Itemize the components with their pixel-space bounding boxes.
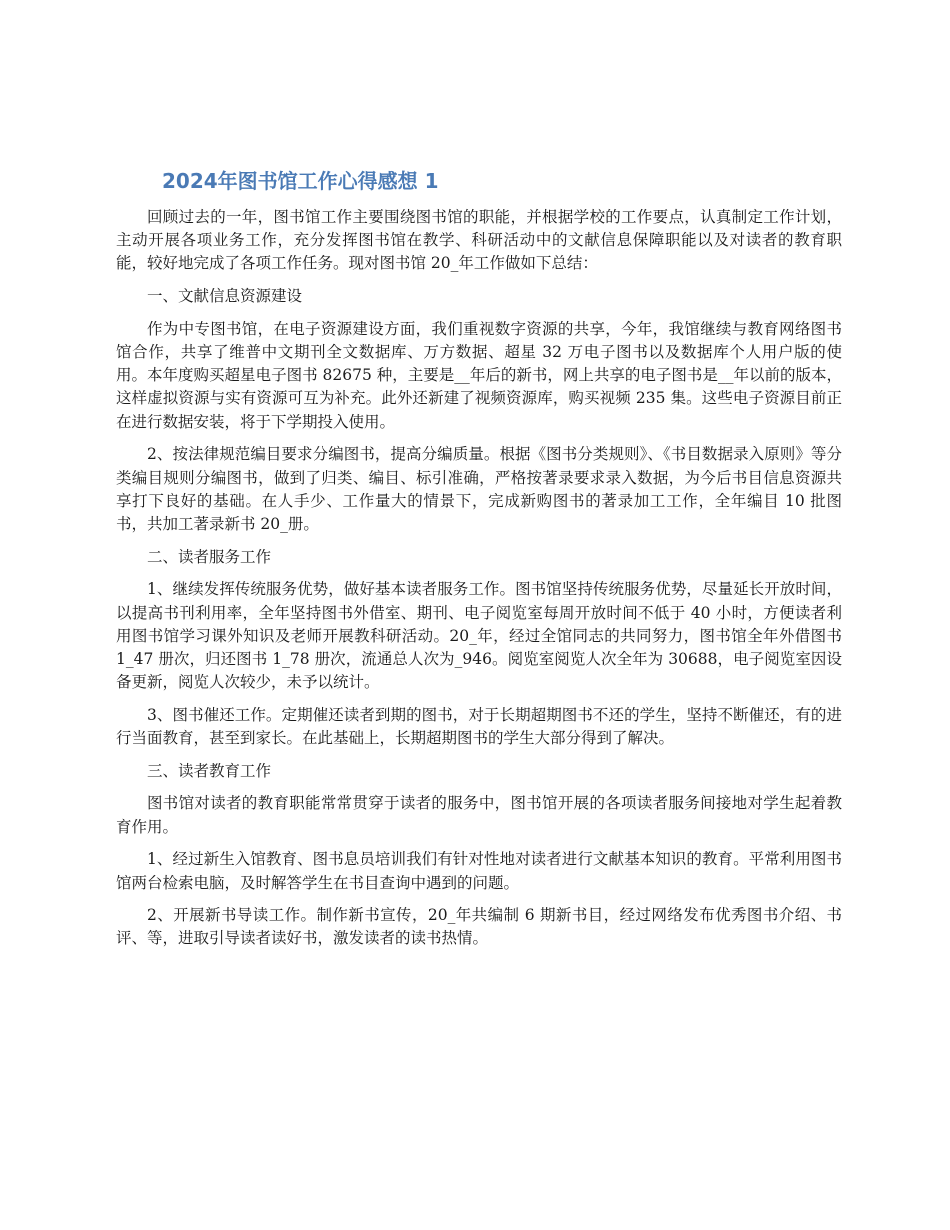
paragraph-education-role: 图书馆对读者的教育职能常常贯穿于读者的服务中，图书馆开展的各项读者服务间接地对学生起着教育作用。 — [116, 794, 842, 836]
paragraph-traditional-service: 1、继续发挥传统服务优势，做好基本读者服务工作。图书馆坚持传统服务优势，尽量延长开放时间，以提高书刊利用率，全年坚持图书外借室、期刊、电子阅览室每周开放时间不低于 40 小时，方便读者利用图书馆学习课外知识及老师开展教科研活动。20_年，经过全馆同志的共同努力，图书馆全年外借图书 1_47 册次，归还图书 1_78 册次，流通总人次为_946。阅览室阅览人次全年为 30688，电子阅览室因设备更新，阅览人次较少，未予以统计。 — [116, 580, 842, 692]
paragraph-overdue-recall: 3、图书催还工作。定期催还读者到期的图书，对于长期超期图书不还的学生，坚持不断催还，有的进行当面教育，甚至到家长。在此基础上，长期超期图书的学生大部分得到了解决。 — [116, 705, 842, 748]
paragraph-new-book-guide: 2、开展新书导读工作。制作新书宣传，20_年共编制 6 期新书目，经过网络发布优秀图书介绍、书评、等，进取引导读者读好书，激发读者的读书热情。 — [116, 906, 842, 948]
paragraph-cataloging: 2、按法律规范编目要求分编图书，提高分编质量。根据《图书分类规则》、《书目数据录入原则》等分类编目规则分编图书，做到了归类、编目、标引准确，严格按著录要求录入数据，为今后书目信息资源共享打下良好的基础。在人手少、工作量大的情景下，完成新购图书的著录加工工作，全年编目 10 批图书，共加工著录新书 20_册。 — [116, 445, 842, 533]
document-body — [116, 206, 842, 960]
paragraph-electronic-resources: 作为中专图书馆，在电子资源建设方面，我们重视数字资源的共享，今年，我馆继续与教育网络图书馆合作，共享了维普中文期刊全文数据库、万方数据、超星 32 万电子图书以及数据库个人用户版的使用。本年度购买超星电子图书 82675 种，主要是__年后的新书，网上共享的电子图书是__年以前的版本，这样虚拟资源与实有资源可互为补充。此外还新建了视频资源库，购买视频 235 集。这些电子资源目前正在进行数据安装，将于下学期投入使用。 — [116, 319, 842, 431]
intro-paragraph: 回顾过去的一年，图书馆工作主要围绕图书馆的职能，并根据学校的工作要点，认真制定工作计划，主动开展各项业务工作，充分发挥图书馆在教学、科研活动中的文献信息保障职能以及对读者的教育职能，较好地完成了各项工作任务。现对图书馆 20_年工作做如下总结： — [116, 208, 842, 273]
document-title: 2024年图书馆工作心得感想 1 — [162, 169, 439, 193]
section-heading-resources: 一、文献信息资源建设 — [147, 287, 303, 306]
section-heading-reader-education: 三、读者教育工作 — [147, 761, 272, 780]
section-heading-reader-service: 二、读者服务工作 — [147, 547, 272, 566]
paragraph-orientation: 1、经过新生入馆教育、图书息员培训我们有针对性地对读者进行文献基本知识的教育。平常利用图书馆两台检索电脑，及时解答学生在书目查询中遇到的问题。 — [116, 850, 842, 892]
